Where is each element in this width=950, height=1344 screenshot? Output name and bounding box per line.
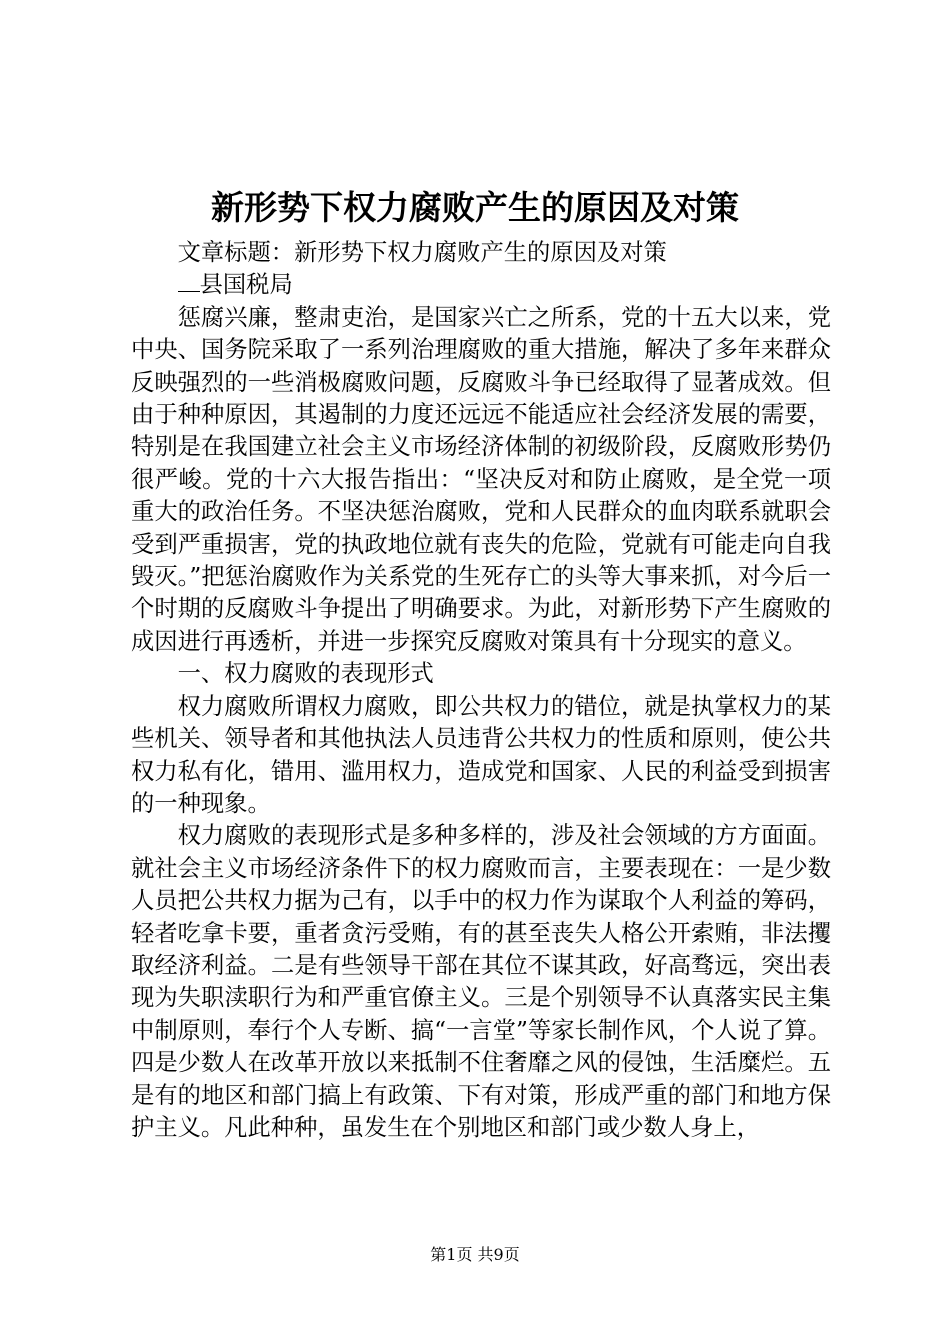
blank-underline: [178, 271, 200, 292]
document-body: [131, 237, 831, 1144]
section-heading: 一、权力腐败的表现形式: [177, 660, 434, 688]
paragraph-forms: 权力腐败的表现形式是多种多样的，涉及社会领域的方方面面。就社会主义市场经济条件下的权力腐败而言，主要表现在：一是少数人员把公共权力据为己有，以手中的权力作为谋取个人利益的筹码，轻者吃拿卡要，重者贪污受贿，有的甚至丧失人格公开索贿，非法攫取经济利益。二是有些领导干部在其位不谋其政，好高骛远，突出表现为失职渎职行为和严重官僚主义。三是个别领导不认真落实民主集中制原则，奉行个人专断、搞“一言堂”等家长制作风，个人说了算。四是少数人在改革开放以来抵制不住奢靡之风的侵蚀，生活糜烂。五是有的地区和部门搞上有政策、下有对策，形成严重的部门和地方保护主义。凡此种种，虽发生在个别地区和部门或少数人身上，: [131, 822, 831, 1141]
article-title-line: 文章标题：新形势下权力腐败产生的原因及对策: [177, 239, 667, 266]
page-footer: 第1页 共9页: [430, 1245, 520, 1264]
paragraph-definition: 权力腐败所谓权力腐败，即公共权力的错位，就是执掌权力的某些机关、领导者和其他执法人员违背公共权力的性质和原则，使公共权力私有化，错用、滥用权力，造成党和国家、人民的利益受到损害的一种现象。: [131, 692, 831, 817]
document-title: 新形势下权力腐败产生的原因及对策: [211, 188, 739, 227]
author-name: 县国税局: [199, 271, 293, 299]
author-line: [131, 269, 831, 301]
paragraph-intro: 惩腐兴廉，整肃吏治，是国家兴亡之所系，党的十五大以来，党中央、国务院采取了一系列治理腐败的重大措施，解决了多年来群众反映强烈的一些消极腐败问题，反腐败斗争已经取得了显著成效。但由于种种原因，其遏制的力度还远远不能适应社会经济发展的需要，特别是在我国建立社会主义市场经济体制的初级阶段，反腐败形势仍很严峻。党的十六大报告指出：“坚决反对和防止腐败，是全党一项重大的政治任务。不坚决惩治腐败，党和人民群众的血肉联系就职会受到严重损害，党的执政地位就有丧失的危险，党就有可能走向自我毁灭。”把惩治腐败作为关系党的生死存亡的头等大事来抓，对今后一个时期的反腐败斗争提出了明确要求。为此，对新形势下产生腐败的成因进行再透析，并进一步探究反腐败对策具有十分现实的意义。: [131, 303, 831, 655]
